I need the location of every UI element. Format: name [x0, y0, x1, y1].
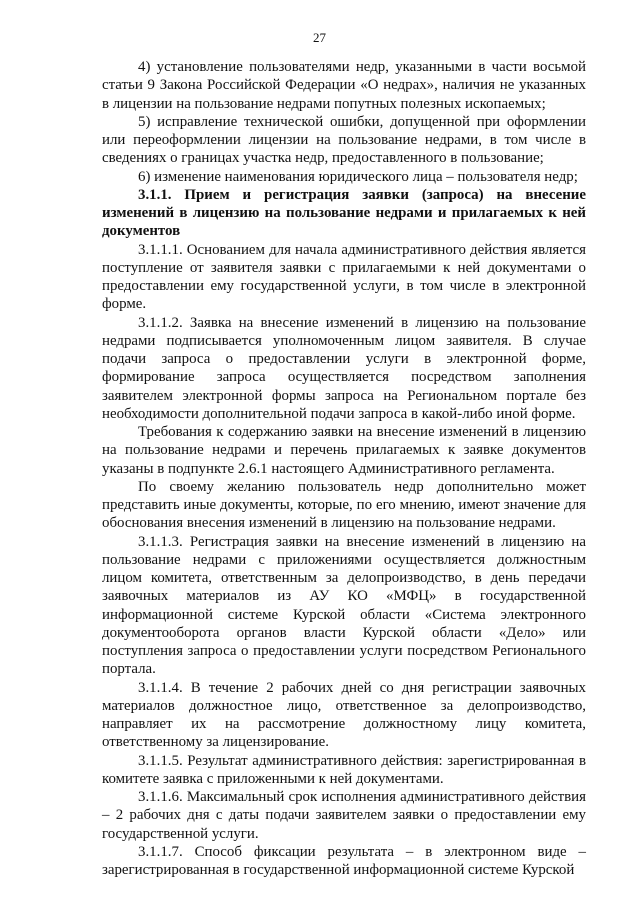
paragraph-3-1-1-3: 3.1.1.3. Регистрация заявки на внесение изменений в лицензию на пользование недрами с приложениями осуществляется должностным лицом комитета, ответственным за делопроизводство, в день передачи заявочных материалов из АУ КО «МФЦ» в государственной информационной системе Курской области «Система электронного документооборота органов власти Курской области «Дело» или поступления запроса о предоставлении услуги посредством Регионального портала.	[102, 533, 586, 678]
paragraph-item-4: 4) установление пользователями недр, указанными в части восьмой статьи 9 Закона Российской Федерации «О недрах», наличия не указанных в лицензии на пользование недрами попутных полезных ископаемых;	[102, 59, 586, 112]
paragraph-3-1-1-2: 3.1.1.2. Заявка на внесение изменений в лицензию на пользование недрами подписывается уполномоченным лицом заявителя. В случае подачи запроса о предоставлении услуги в электронной форме, формирование запроса осуществляется посредством заполнения заявителем электронной формы запроса на Региональном портале без необходимости дополнительной подачи запроса в какой-либо иной форме.	[102, 314, 586, 422]
page-number: 27	[313, 30, 326, 45]
paragraph-item-6: 6) изменение наименования юридического лица – пользователя недр;	[138, 168, 578, 185]
paragraph-3-1-1-5: 3.1.1.5. Результат административного действия: зарегистрированная в комитете заявка с приложенными к ней документами.	[102, 752, 586, 787]
paragraph-3-1-1-4: 3.1.1.4. В течение 2 рабочих дней со дня регистрации заявочных материалов должностное лицо, ответственное за делопроизводство, направляет их на рассмотрение должностному лицу комитета, ответственному за лицензирование.	[102, 679, 586, 751]
section-heading-3-1-1: 3.1.1. Прием и регистрация заявки (запроса) на внесение изменений в лицензию на пользование недрами и прилагаемых к ней документов	[102, 186, 586, 240]
paragraph-3-1-1-6: 3.1.1.6. Максимальный срок исполнения административного действия – 2 рабочих дня с даты подачи заявителем заявки о предоставлении ему государственной услуги.	[102, 789, 586, 842]
paragraph-additional-documents: По своему желанию пользователь недр дополнительно может представить иные документы, которые, по его мнению, имеют значение для обоснования внесения изменений в лицензию на пользование недрами.	[102, 478, 586, 532]
paragraph-item-5: 5) исправление технической ошибки, допущенной при оформлении или переоформлении лицензии на пользование недрами, в том числе в сведениях о границах участка недр, предоставленного в пользование;	[102, 113, 586, 167]
paragraph-3-1-1-1: 3.1.1.1. Основанием для начала административного действия является поступление от заявителя заявки с прилагаемыми к ней документами о предоставлении ему государственной услуги, в том числе в электронной форме.	[102, 241, 586, 313]
document-text	[102, 58, 586, 879]
paragraph-requirements: Требования к содержанию заявки на внесение изменений в лицензию на пользование недрами и перечень прилагаемых к заявке документов указаны в подпункте 2.6.1 настоящего Административного регламента.	[102, 424, 586, 477]
paragraph-3-1-1-7: 3.1.1.7. Способ фиксации результата – в электронном виде – зарегистрированная в государственной информационной системе Курской	[102, 843, 586, 878]
